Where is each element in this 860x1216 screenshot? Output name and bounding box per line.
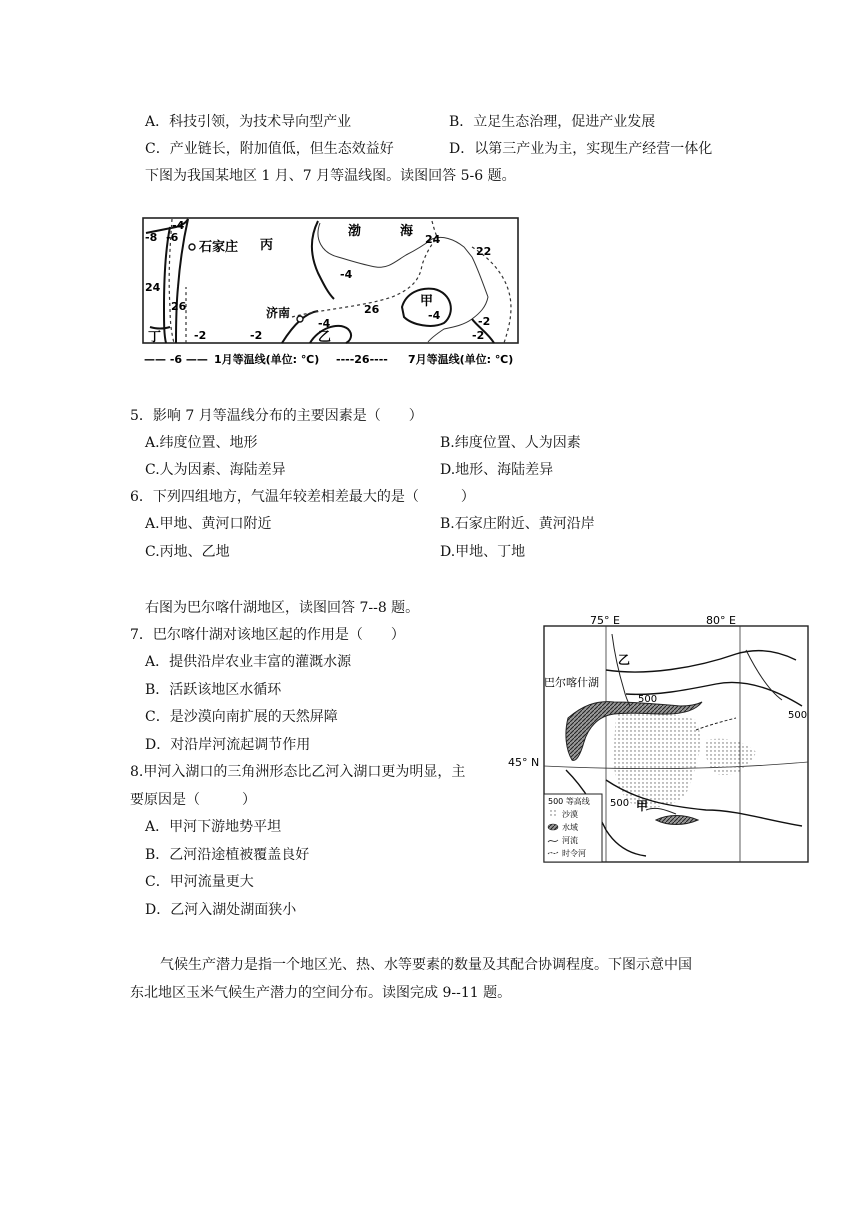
value-jan-n6: -6 (166, 231, 179, 244)
label-sea-hai: 海 (400, 224, 414, 239)
q7-option-c: C．是沙漠向南扩展的天然屏障 (145, 709, 338, 725)
q5-option-d: D.地形、海陆差异 (440, 462, 554, 478)
value-jan-n2-east: -2 (478, 315, 491, 328)
q7-option-d: D．对沿岸河流起调节作用 (145, 737, 311, 753)
label-yi: 乙 (318, 330, 332, 345)
q5-option-a: A.纬度位置、地形 (145, 435, 258, 451)
label-sea-bo: 渤 (348, 224, 362, 239)
legend-jul-label: 7月等温线(单位: ℃) (408, 353, 514, 366)
label-shijiazhuang: 石家庄 (199, 240, 239, 255)
legend-seasonal-river: 时令河 (562, 849, 586, 858)
q8-stem-line1: 8.甲河入湖口的三角洲形态比乙河入湖口更为明显，主 (130, 764, 466, 780)
q7-option-b: B．活跃该地区水循环 (145, 682, 282, 698)
intro-5-6: 下图为我国某地区 1 月、7 月等温线图。读图回答 5-6 题。 (145, 168, 516, 184)
balkhash-map (506, 610, 812, 866)
option-prev-c: C．产业链长，附加值低，但生态效益好 (145, 141, 394, 157)
para-9-11-line2: 东北地区玉米气候生产潜力的空间分布。读图完成 9--11 题。 (130, 985, 512, 1001)
value-jan-n2-se: -2 (472, 329, 485, 342)
value-jan-n4-yi: -4 (318, 317, 331, 330)
q8-option-b: B．乙河沿途植被覆盖良好 (145, 847, 310, 863)
value-jan-n8: -8 (145, 231, 158, 244)
value-jul-26-mid: 26 (364, 303, 380, 316)
label-lon-75: 75° E (590, 614, 620, 627)
value-jul-22: 22 (476, 245, 492, 258)
isotherm-map (142, 217, 534, 375)
q7-option-a: A．提供沿岸农业丰富的灌溉水源 (145, 654, 352, 670)
label-jia-river: 甲 (636, 799, 649, 813)
value-jan-n4-mid: -4 (340, 268, 353, 281)
q6-option-d: D.甲地、丁地 (440, 544, 526, 560)
value-jul-24-west: 24 (145, 281, 161, 294)
legend-jul-sample: ----26---- (336, 353, 388, 366)
q8-option-c: C．甲河流量更大 (145, 874, 254, 890)
q6-option-c: C.丙地、乙地 (145, 544, 230, 560)
legend-contour: 500 等高线 (548, 797, 590, 806)
label-lon-80: 80° E (706, 614, 736, 627)
value-jan-n4-top: -4 (172, 219, 185, 232)
legend-desert: 沙漠 (562, 810, 578, 819)
legend-jan-label: 1月等温线(单位: ℃) (214, 353, 320, 366)
value-jan-n2-west: -2 (194, 329, 207, 342)
value-jan-n4-jia: -4 (428, 309, 441, 322)
legend-river: 河流 (562, 836, 578, 845)
option-prev-a: A．科技引领，为技术导向型产业 (145, 114, 352, 130)
label-ding: 丁 (148, 330, 162, 345)
contour-500-south: 500 (610, 798, 630, 809)
q6-stem: 6．下列四组地方，气温年较差相差最大的是（ ） (130, 489, 475, 505)
legend-water: 水域 (562, 823, 578, 832)
label-balkhash-lake: 巴尔喀什湖 (544, 676, 599, 689)
label-jia: 甲 (420, 294, 434, 309)
intro-7-8: 右图为巴尔喀什湖地区，读图回答 7--8 题。 (145, 600, 420, 616)
q8-option-a: A．甲河下游地势平坦 (145, 819, 282, 835)
q5-stem: 5．影响 7 月等温线分布的主要因素是（ ） (130, 408, 423, 424)
contour-500-east: 500 (788, 710, 808, 721)
label-lat-45: 45° N (508, 756, 540, 769)
q6-option-a: A.甲地、黄河口附近 (145, 516, 272, 532)
option-prev-d: D．以第三产业为主，实现生产经营一体化 (449, 141, 713, 157)
q8-option-d: D．乙河入湖处湖面狭小 (145, 902, 297, 918)
q6-option-b: B.石家庄附近、黄河沿岸 (440, 516, 595, 532)
para-9-11-line1: 气候生产潜力是指一个地区光、热、水等要素的数量及其配合协调程度。下图示意中国 (160, 957, 692, 973)
q5-option-c: C.人为因素、海陆差异 (145, 462, 286, 478)
q7-stem: 7．巴尔喀什湖对该地区起的作用是（ ） (130, 627, 405, 643)
q8-stem-line2: 要原因是（ ） (130, 792, 256, 808)
legend-jan-sample: —— -6 —— (144, 353, 208, 366)
label-bing: 丙 (260, 238, 274, 253)
label-yi-river: 乙 (618, 653, 631, 667)
q5-option-b: B.纬度位置、人为因素 (440, 435, 581, 451)
value-jul-24-east: 24 (425, 233, 441, 246)
option-prev-b: B．立足生态治理，促进产业发展 (449, 114, 656, 130)
value-jul-26-west: 26 (171, 300, 187, 313)
value-jan-n2-jinan: -2 (250, 329, 263, 342)
label-jinan: 济南 (266, 306, 291, 320)
contour-500-north: 500 (638, 694, 658, 705)
